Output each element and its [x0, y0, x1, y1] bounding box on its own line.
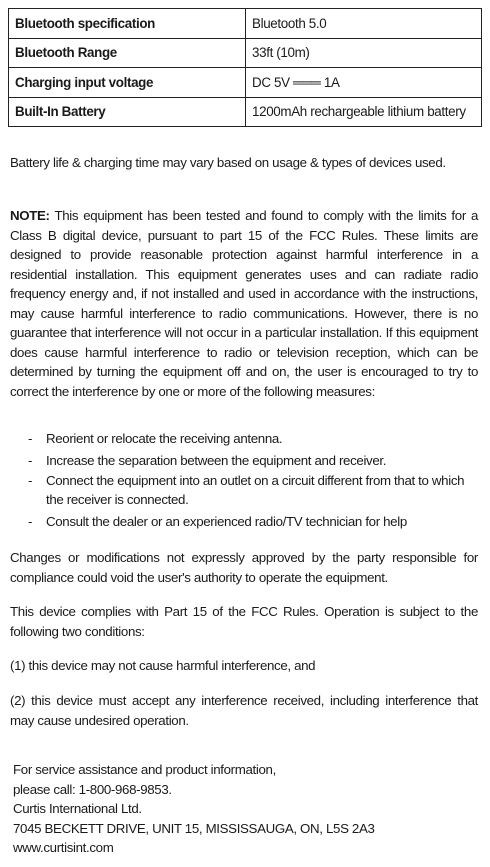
- spec-label: Charging input voltage: [9, 68, 246, 98]
- note-label: NOTE:: [10, 208, 50, 223]
- contact-line-website[interactable]: www.curtisint.com: [13, 840, 114, 856]
- condition-1: (1) this device may not cause harmful interference, and: [10, 658, 316, 673]
- contact-line-company: Curtis International Ltd.: [13, 801, 142, 817]
- list-item: [28, 450, 478, 472]
- list-item: [28, 428, 478, 450]
- bullet-dash: -: [28, 452, 33, 468]
- list-item: [28, 511, 478, 533]
- spec-row-built-in-battery: [9, 97, 482, 127]
- battery-note: Battery life & charging time may vary based on usage & types of devices used.: [10, 155, 446, 170]
- bullet-dash: -: [28, 473, 33, 488]
- compliance-note: This device complies with Part 15 of the FCC Rules. Operation is subject to the following two conditions:: [10, 604, 478, 639]
- changes-note: Changes or modifications not expressly approved by the party responsible for compliance could void the user's authority to operate the equipment.: [10, 550, 478, 585]
- fcc-note-paragraph: [10, 206, 478, 401]
- spec-value: 33ft (10m): [246, 38, 482, 68]
- spec-value: DC 5V ═══ 1A: [246, 68, 482, 98]
- measure-text: Consult the dealer or an experienced radio/TV technician for help: [46, 514, 407, 529]
- spec-row-bluetooth-range: [9, 38, 482, 68]
- contact-line-service: For service assistance and product information,: [13, 762, 276, 777]
- condition-2: (2) this device must accept any interference received, including interference that may cause undesired operation.: [10, 693, 478, 728]
- fcc-note-text: This equipment has been tested and found to comply with the limits for a Class B digital device, pursuant to part 15 of the FCC Rules. These limits are designed to provide reasonable protection against harmful interference in a residential installation. This equipment generates uses and can radiate radio frequency energy and, if not installed and used in accordance with the instructions, may cause harmful interference to radio communications. However, there is no guarantee that interference will not occur in a particular installation. If this equipment does cause harmful interference to radio or television reception, which can be determined by turning the equipment off and on, the user is encouraged to try to correct the interference by one or more of the following measures:: [10, 208, 478, 399]
- list-item: [28, 471, 478, 511]
- spec-row-bluetooth-specification: [9, 9, 482, 39]
- spec-row-charging-input-voltage: [9, 68, 482, 98]
- spec-label: Bluetooth specification: [9, 9, 246, 39]
- bullet-dash: -: [28, 431, 33, 446]
- spec-value: Bluetooth 5.0: [246, 9, 482, 39]
- contact-line-address: 7045 BECKETT DRIVE, UNIT 15, MISSISSAUGA, ON, L5S 2A3: [13, 820, 375, 836]
- measure-text: Increase the separation between the equipment and receiver.: [46, 452, 387, 468]
- spec-label: Bluetooth Range: [9, 38, 246, 68]
- bullet-dash: -: [28, 514, 33, 529]
- spec-value: 1200mAh rechargeable lithium battery: [246, 97, 482, 127]
- measures-list: [28, 428, 478, 533]
- contact-line-phone[interactable]: please call: 1-800-968-9853.: [13, 781, 172, 797]
- measure-text: Reorient or relocate the receiving antenna.: [46, 431, 283, 446]
- measure-text: Connect the equipment into an outlet on a circuit different from that to which the receiver is connected.: [46, 473, 465, 507]
- contact-block: [13, 760, 473, 858]
- spec-table: [8, 8, 482, 127]
- spec-label: Built-In Battery: [9, 97, 246, 127]
